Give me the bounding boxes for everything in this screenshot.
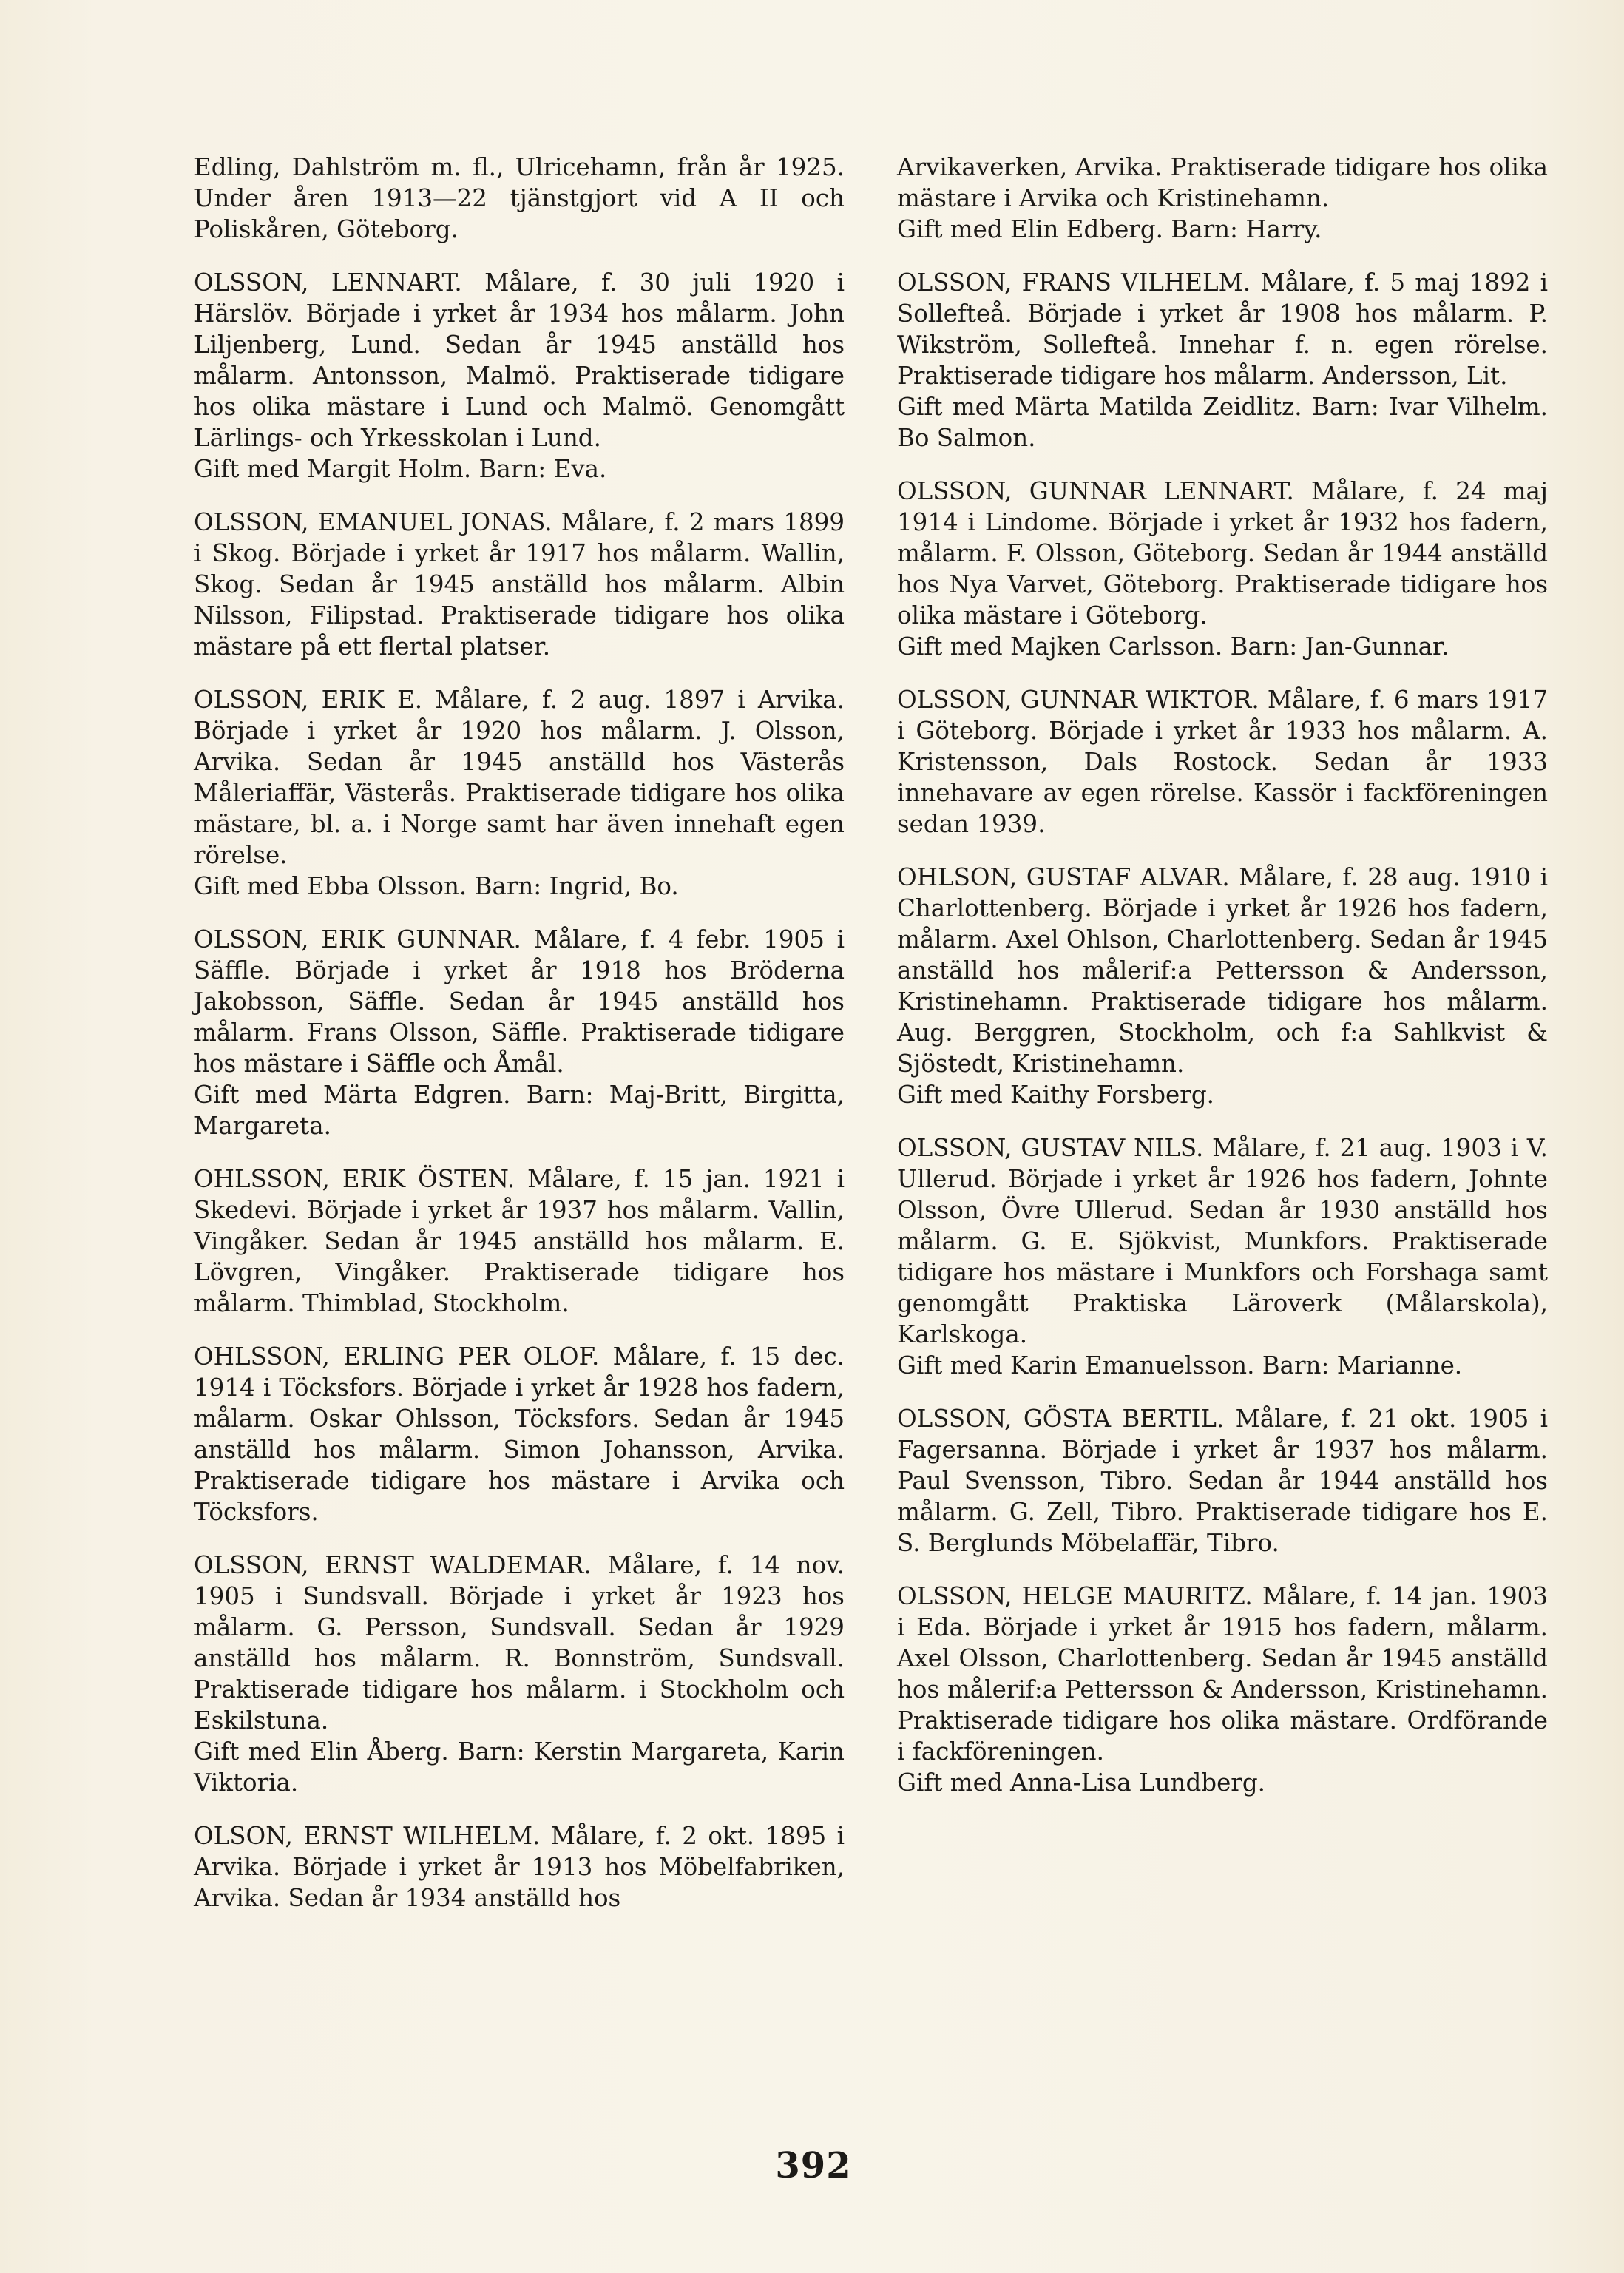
left-column: [194, 152, 845, 1936]
entry-olsson-helge-mauritz: OLSSON, HELGE MAURITZ. Målare, f. 14 jan. 1903 i Eda. Började i yrket år 1915 hos fadern, målarm. Axel Olsson, Charlottenberg. Sedan år 1945 anställd hos målerif:a Pettersson & Andersson, Kristinehamn. Praktiserade tidigare hos olika mästare. Ordförande i fackföreningen. Gift med Anna-Lisa Lundberg.: [897, 1582, 1548, 1797]
entry-olsson-gunnar-wiktor: OLSSON, GUNNAR WIKTOR. Målare, f. 6 mars 1917 i Göteborg. Började i yrket år 1933 hos målarm. A. Kristensson, Dals Rostock. Sedan år 1933 innehavare av egen rörelse. Kassör i fackföreningen sedan 1939.: [897, 686, 1548, 838]
page-number: 392: [775, 2145, 852, 2186]
entry-continuation-right: Arvikaverken, Arvika. Praktiserade tidigare hos olika mästare i Arvika och Kristinehamn. Gift med Elin Edberg. Barn: Harry.: [897, 153, 1548, 243]
entry-continuation: Edling, Dahlström m. fl., Ulricehamn, från år 1925. Under åren 1913—22 tjänstgjort vid A II och Poliskåren, Göteborg.: [194, 153, 845, 243]
entry-olsson-gustav-nils: OLSSON, GUSTAV NILS. Målare, f. 21 aug. 1903 i V. Ullerud. Började i yrket år 1926 hos fadern, Johnte Olsson, Övre Ullerud. Sedan år 1930 anställd hos målarm. G. E. Sjökvist, Munkfors. Praktiserade tidigare hos mästare i Munkfors och Forshaga samt genomgått Praktiska Läroverk (Målarskola), Karlskoga. Gift med Karin Emanuelsson. Barn: Marianne.: [897, 1134, 1548, 1379]
entry-olsson-lennart: OLSSON, LENNART. Målare, f. 30 juli 1920 i Härslöv. Började i yrket år 1934 hos målarm. John Liljenberg, Lund. Sedan år 1945 anställd hos målarm. Antonsson, Malmö. Praktiserade tidigare hos olika mästare i Lund och Malmö. Genomgått Lärlings- och Yrkesskolan i Lund. Gift med Margit Holm. Barn: Eva.: [194, 268, 845, 483]
entry-olsson-gosta-bertil: OLSSON, GÖSTA BERTIL. Målare, f. 21 okt. 1905 i Fagersanna. Började i yrket år 1937 hos målarm. Paul Svensson, Tibro. Sedan år 1944 anställd hos målarm. G. Zell, Tibro. Praktiserade tidigare hos E. S. Berglunds Möbelaffär, Tibro.: [897, 1405, 1548, 1557]
entry-olsson-gunnar-lennart: OLSSON, GUNNAR LENNART. Målare, f. 24 maj 1914 i Lindome. Började i yrket år 1932 hos fadern, målarm. F. Olsson, Göteborg. Sedan år 1944 anställd hos Nya Varvet, Göteborg. Praktiserade tidigare hos olika mästare i Göteborg. Gift med Majken Carlsson. Barn: Jan-Gunnar.: [897, 477, 1548, 661]
entry-olsson-ernst-waldemar: OLSSON, ERNST WALDEMAR. Målare, f. 14 nov. 1905 i Sundsvall. Började i yrket år 1923 hos målarm. G. Persson, Sundsvall. Sedan år 1929 anställd hos målarm. R. Bonnström, Sundsvall. Praktiserade tidigare hos målarm. i Stockholm och Eskilstuna. Gift med Elin Åberg. Barn: Kerstin Margareta, Karin Viktoria.: [194, 1551, 845, 1797]
entry-olsson-erik-gunnar: OLSSON, ERIK GUNNAR. Målare, f. 4 febr. 1905 i Säffle. Började i yrket år 1918 hos Bröderna Jakobsson, Säffle. Sedan år 1945 anställd hos målarm. Frans Olsson, Säffle. Praktiserade tidigare hos mästare i Säffle och Åmål. Gift med Märta Edgren. Barn: Maj-Britt, Birgitta, Margareta.: [194, 925, 845, 1140]
entry-ohlsson-erik-osten: OHLSSON, ERIK ÖSTEN. Målare, f. 15 jan. 1921 i Skedevi. Började i yrket år 1937 hos målarm. Vallin, Vingåker. Sedan år 1945 anställd hos målarm. E. Lövgren, Vingåker. Praktiserade tidigare hos målarm. Thimblad, Stockholm.: [194, 1165, 845, 1317]
entry-olsson-frans-vilhelm: OLSSON, FRANS VILHELM. Målare, f. 5 maj 1892 i Sollefteå. Började i yrket år 1908 hos målarm. P. Wikström, Sollefteå. Innehar f. n. egen rörelse. Praktiserade tidigare hos målarm. Andersson, Lit. Gift med Märta Matilda Zeidlitz. Barn: Ivar Vilhelm. Bo Salmon.: [897, 268, 1548, 452]
entry-olson-ernst-wilhelm: OLSON, ERNST WILHELM. Målare, f. 2 okt. 1895 i Arvika. Började i yrket år 1913 hos Möbelfabriken, Arvika. Sedan år 1934 anställd hos: [194, 1822, 845, 1912]
entry-olsson-erik-e: OLSSON, ERIK E. Målare, f. 2 aug. 1897 i Arvika. Började i yrket år 1920 hos målarm. J. Olsson, Arvika. Sedan år 1945 anställd hos Västerås Måleriaffär, Västerås. Praktiserade tidigare hos olika mästare, bl. a. i Norge samt har även innehaft egen rörelse. Gift med Ebba Olsson. Barn: Ingrid, Bo.: [194, 686, 845, 900]
entry-ohlsson-erling-per-olof: OHLSSON, ERLING PER OLOF. Målare, f. 15 dec. 1914 i Töcksfors. Började i yrket år 1928 hos fadern, målarm. Oskar Ohlsson, Töcksfors. Sedan år 1945 anställd hos målarm. Simon Johansson, Arvika. Praktiserade tidigare hos mästare i Arvika och Töcksfors.: [194, 1342, 845, 1526]
entry-olsson-emanuel-jonas: OLSSON, EMANUEL JONAS. Målare, f. 2 mars 1899 i Skog. Började i yrket år 1917 hos målarm. Wallin, Skog. Sedan år 1945 anställd hos målarm. Albin Nilsson, Filipstad. Praktiserade tidigare hos olika mästare på ett flertal platser.: [194, 508, 845, 661]
entry-ohlson-gustaf-alvar: OHLSON, GUSTAF ALVAR. Målare, f. 28 aug. 1910 i Charlottenberg. Började i yrket år 1926 hos fadern, målarm. Axel Ohlson, Charlottenberg. Sedan år 1945 anställd hos målerif:a Pettersson & Andersson, Kristinehamn. Praktiserade tidigare hos målarm. Aug. Berggren, Stockholm, och f:a Sahlkvist & Sjöstedt, Kristinehamn. Gift med Kaithy Forsberg.: [897, 863, 1548, 1109]
right-column: [897, 152, 1548, 1820]
